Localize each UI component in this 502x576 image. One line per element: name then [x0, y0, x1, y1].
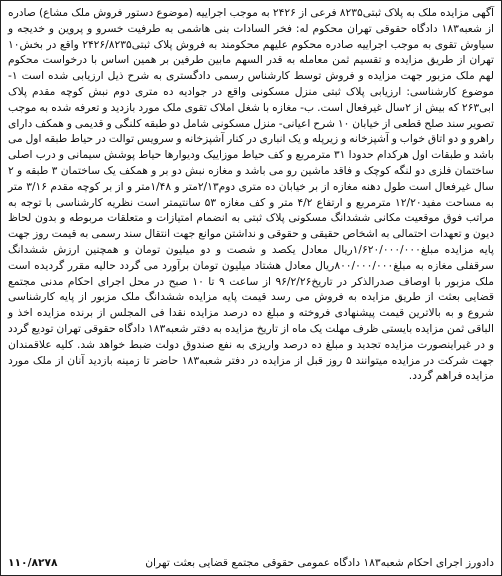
signature-line: دادورز اجرای احکام شعبه۱۸۳ دادگاه عمومی حقوقی مجتمع قضایی بعثت تهران [145, 556, 494, 570]
reference-number: ۱۱۰/۸۲۷۸ [8, 556, 58, 570]
notice-body: آگهی مزایده ملک به پلاک ثبتی۸۲۳۵ فرعی از ۲۴۲۶ به موجب اجراییه (موضوع دستور فروش ملک مشاع) صادره از شعبه۱۸۳ دادگاه حقوقی تهران محکوم له: فخر السادات بنی هاشمی به طرفیت خسرو و پروین و خدیجه و سیاوش تقوی به موجب اجراییه صادره محکوم علیهم محکومند به فروش پلاک ثبتی۲۴۲۶/۸۲۳۵ واقع در بخش۱۰ تهران از طریق مزایده و تقسیم ثمن معامله به قدر السهم مابین طرفین بر همین اساس با درخواست محکوم لهم ملک مزبور جهت مزایده و فروش توسط کارشناس رسمی دادگستری به شرح ذیل ارزیابی شده است ۱-موضوع کارشناسی: ارزیابی پلاک ثبتی منزل مسکونی واقع در جواديه ده متری دوم نبش کوچه مقدم پلاک ابی۲۶۳ که بیش از ۲سال غیرفعال است. ب- مغازه با شغل املاک تقوی ملک مورد بازدید و تعرفه شده به موجب تصویر سند صلح قطعی از خیابان ۱۰ شرح اعیانی- منزل مسکونی شامل دو طبقه کلنگی و قدیمی و همکف دارای راهرو و دو اتاق خواب و آشپزخانه و زیرپله و یک انباری در کنار آشپزخانه و سرویس توالت در حیاط طبقه اول می باشد و طبقات اول هرکدام حدودا ۳۱ مترمربع و کف حیاط موزاییک ودیوارها حیاط پوشش سیمانی و درب اصلی ساختمان فلزی دو لنگه کوچک و فاقد ماشین رو می باشد و مغازه نبش دو بر و همکف یک ساختمان ۳ طبقه و ۲ سال غیرفعال است طول دهنه مغازه از بر خیابان ده متری دوم۲/۱۳متر و ۱/۴۸متر و از بر کوچه مقدم ۳/۱۶ متر به مساحت مفید۱۲/۲۰ مترمربع و ارتفاع ۴/۲ متر و کف مغازه ۵۳ سانتیمتر است نظریه کارشناسی با توجه به مراتب فوق موقعیت مکانی ششدانگ مسکونی پلاک ثبتی به انضمام امتیازات و متعلقات مربوطه و بدون لحاظ دیون و تعهدات احتمالی به اشخاص حقیقی و حقوقی و نداشتن موانع جهت انتقال سند رسمی به قیمت روز جهت پایه مزایده مبلغ۱/۶۲۰/۰۰۰/۰۰۰ریال معادل یکصد و شصت و دو میلیون تومان و همچنین ارزش ششدانگ سرقفلی مغازه به مبلغ۸۰۰/۰۰۰/۰۰۰ریال معادل هشتاد میلیون تومان برآورد می گردد حالیه مقرر گردیده است ملک مزبور با اوصاف صدرالذکر در تاریخ۹۶/۲/۲۶ از ساعت ۹ تا ۱۰ صبح در محل اجرای احکام مدنی مجتمع قضایی بعثت از طریق مزایده به فروش می رسد قیمت پایه مزایده ششدانگ ملک مزبور از پایه کارشناسی شروع و به بالاترین قیمت پیشنهادی فروخته و مبلغ ده درصد مزایده نقدا فی المجلس از برنده مزایده اخذ و الباقی ثمن مزایده بایستی ظرف مهلت یک ماه از تاریخ مزایده به دفتر شعبه۱۸۳ دادگاه حقوقی تهران تودیع گردد و در غیراینصورت مزایده تجدید و مبلغ ده درصد واریزی به نفع صندوق دولت ضبط خواهد شد. کلیه علاقمندان جهت شرکت در مزایده میتوانند ۵ روز قبل از مزایده در دفتر شعبه۱۸۳ حاضر تا زمینه بازدید آنان از ملک مورد مزایده فراهم گردد. [8, 6, 495, 383]
notice-footer [8, 555, 494, 571]
